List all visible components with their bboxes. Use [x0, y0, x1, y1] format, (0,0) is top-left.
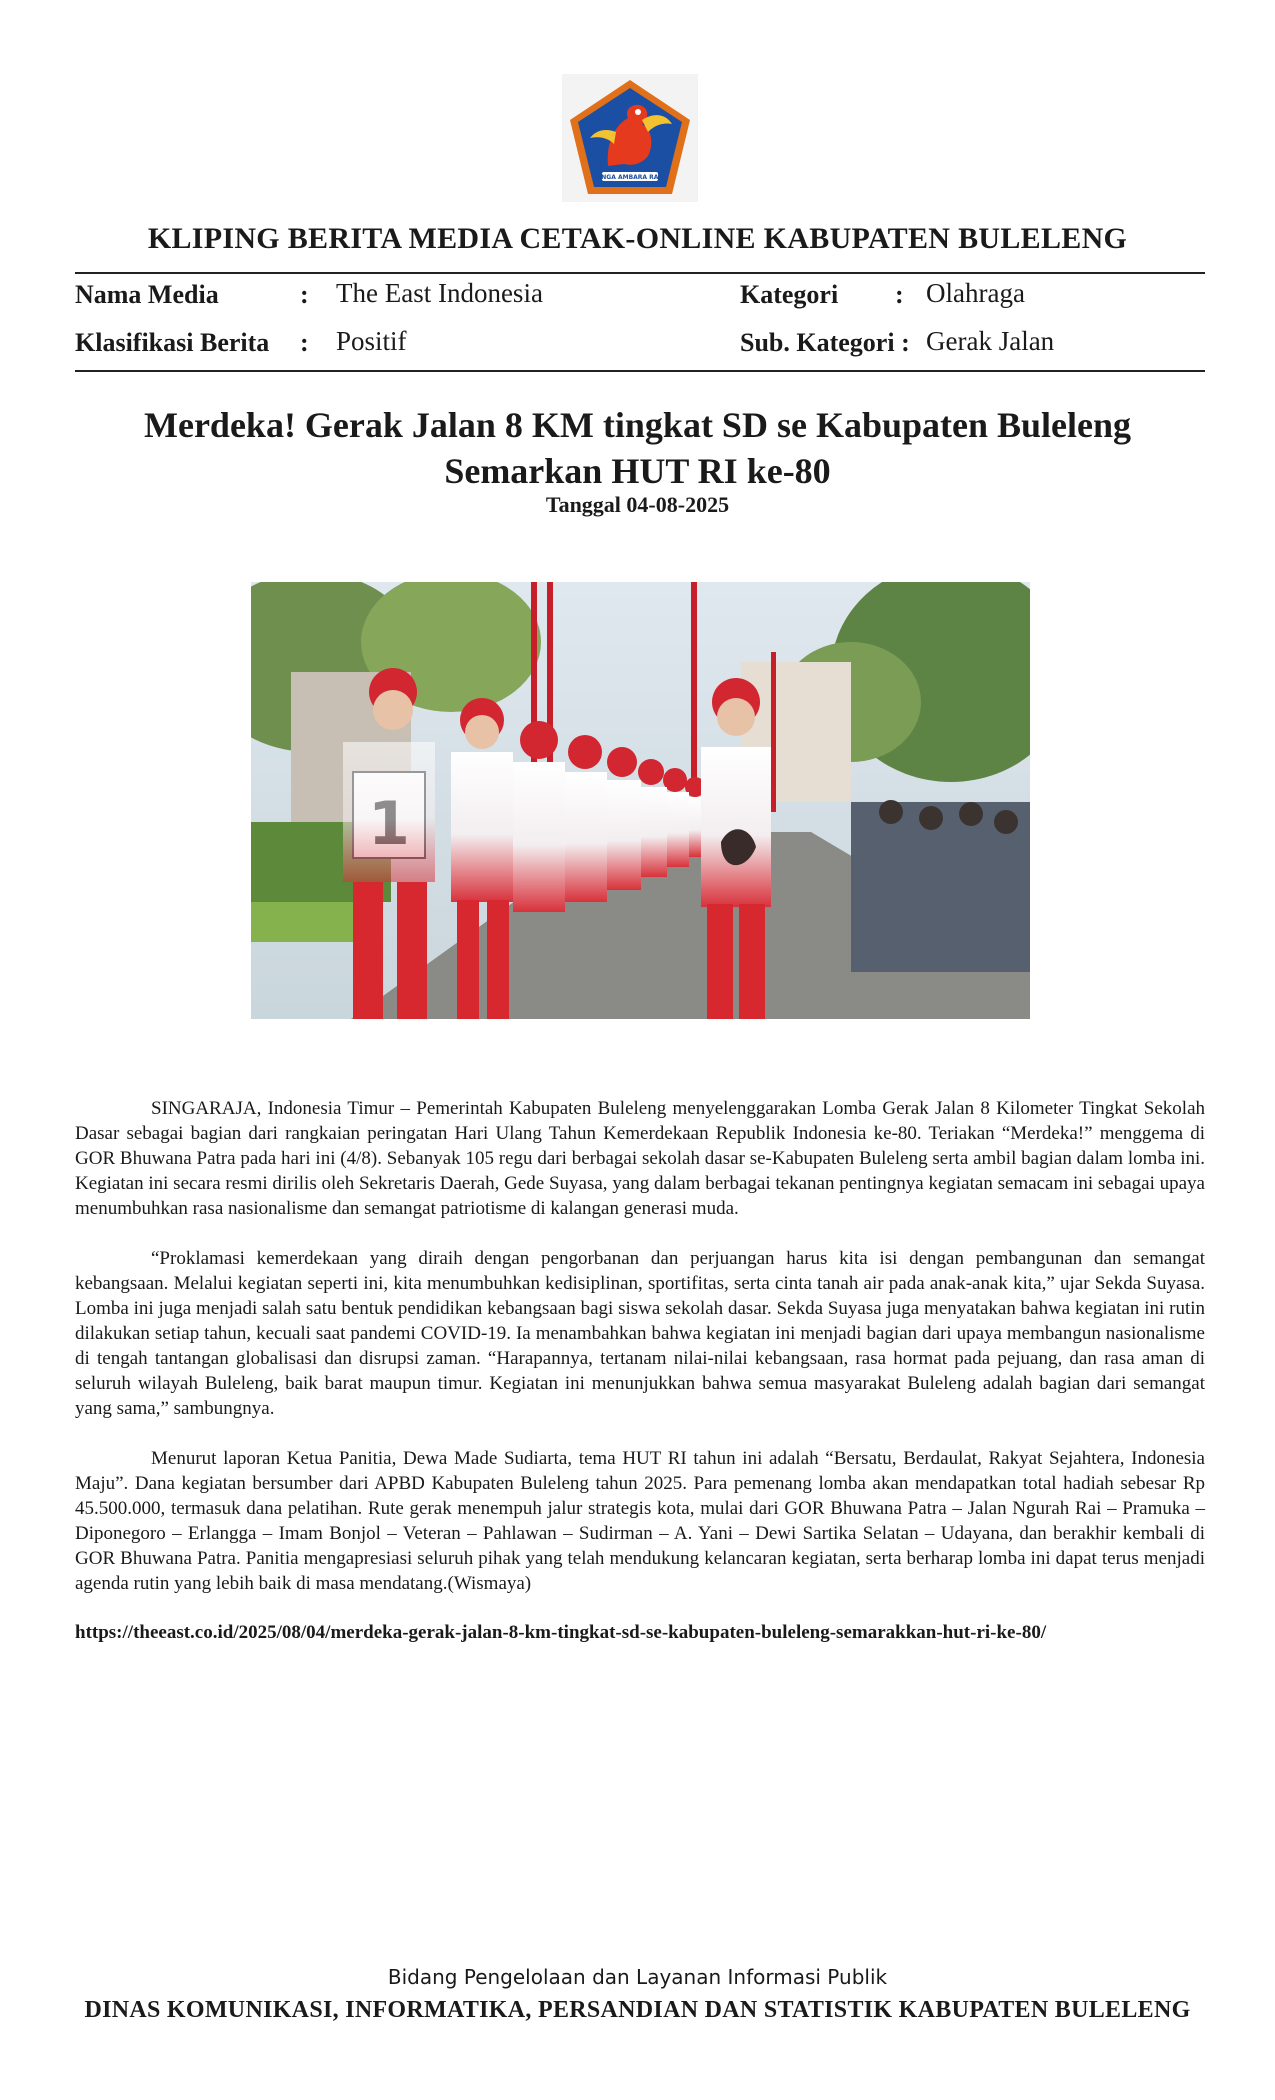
classification-label: Klasifikasi Berita	[75, 328, 270, 357]
category-label: Kategori	[740, 280, 839, 309]
headline-line-2: Semarkan HUT RI ke-80	[444, 451, 831, 491]
source-link[interactable]: https://theeast.co.id/2025/08/04/merdeka-gerak-jalan-8-km-tingkat-sd-se-kabupaten-buleleng-semarakkan-hut-ri-ke-80/	[75, 1622, 1047, 1643]
article-body	[75, 1096, 1205, 1621]
article-photo	[251, 582, 1030, 1019]
article-paragraph-2: “Proklamasi kemerdekaan yang diraih dengan pengorbanan dan perjuangan harus kita isi dengan pembangunan dan semangat kebangsaan. Melalui kegiatan seperti ini, kita menumbuhkan kedisiplinan, sportifitas, serta cinta tanah air pada anak-anak kita,” ujar Sekda Suyasa. Lomba ini juga menjadi salah satu bentuk pendidikan kebangsaan bagi siswa sekolah dasar. Sekda Suyasa juga menyatakan bahwa kegiatan ini rutin dilakukan setiap tahun, kecuali saat pandemi COVID-19. Ia menambahkan bahwa kegiatan ini menjadi bagian dari upaya membangun nasionalisme di tengah tantangan globalisasi dan disrupsi zaman. “Harapannya, tertanam nilai-nilai kebangsaan, rasa hormat pada pejuang, dan rasa aman di seluruh wilayah Buleleng, baik barat maupun timur. Kegiatan ini menunjukkan bahwa semua masyarakat Buleleng adalah bagian dari semangat yang sama,” sambungnya.	[75, 1248, 1205, 1419]
subcategory-value: Gerak Jalan	[926, 326, 1055, 356]
header-divider-top	[75, 272, 1205, 274]
article-paragraph-3: Menurut laporan Ketua Panitia, Dewa Made Sudiarta, tema HUT RI tahun ini adalah “Bersatu, Berdaulat, Rakyat Sejahtera, Indonesia Maju”. Dana kegiatan bersumber dari APBD Kabupaten Buleleng tahun 2025. Para pemenang lomba akan mendapatkan total hadiah sebesar Rp 45.500.000, termasuk dana pelatihan. Rute gerak menempuh jalur strategis kota, mulai dari GOR Bhuwana Patra – Jalan Ngurah Rai – Pramuka – Diponegoro – Erlangga – Imam Bonjol – Veteran – Pahlawan – Sudirman – A. Yani – Dewi Sartika Selatan – Udayana, dan berakhir kembali di GOR Bhuwana Patra. Panitia mengapresiasi seluruh pihak yang telah mendukung kelancaran kegiatan, serta berharap lomba ini dapat terus menjadi agenda rutin yang lebih baik di masa mendatang.(Wismaya)	[75, 1448, 1205, 1594]
media-name-value: The East Indonesia	[336, 278, 543, 308]
headline-line-1: Merdeka! Gerak Jalan 8 KM tingkat SD se Kabupaten Buleleng	[143, 405, 1132, 445]
footer-agency: DINAS KOMUNIKASI, INFORMATIKA, PERSANDIAN DAN STATISTIK KABUPATEN BULELENG	[84, 1997, 1191, 2023]
subcategory-label: Sub. Kategori :	[740, 328, 910, 357]
category-value: Olahraga	[926, 278, 1025, 308]
media-name-colon: :	[300, 280, 309, 309]
article-date: Tanggal 04-08-2025	[545, 492, 730, 517]
category-colon: :	[895, 280, 904, 309]
media-name-label: Nama Media	[75, 280, 219, 309]
footer-unit: Bidang Pengelolaan dan Layanan Informasi Publik	[387, 1965, 888, 1989]
article-headline	[100, 402, 1175, 494]
buleleng-regency-emblem	[562, 74, 698, 202]
classification-value: Positif	[336, 326, 407, 356]
header-divider-bottom	[75, 370, 1205, 372]
article-paragraph-1: SINGARAJA, Indonesia Timur – Pemerintah Kabupaten Buleleng menyelenggarakan Lomba Gerak Jalan 8 Kilometer Tingkat Sekolah Dasar sebagai bagian dari rangkaian peringatan Hari Ulang Tahun Kemerdekaan Republik Indonesia ke-80. Teriakan “Merdeka!” menggema di GOR Bhuwana Patra pada hari ini (4/8). Sebanyak 105 regu dari berbagai sekolah dasar se-Kabupaten Buleleng serta ambil bagian dalam lomba ini. Kegiatan ini secara resmi dirilis oleh Sekretaris Daerah, Gede Suyasa, yang dalam berbagai tekanan pentingnya kegiatan semacam ini sebagai upaya menumbuhkan rasa nasionalisme dan semangat patriotisme di kalangan generasi muda.	[75, 1098, 1205, 1219]
classification-colon: :	[300, 328, 309, 357]
svg-text:SINGA AMBARA RAJA: SINGA AMBARA RAJA	[594, 174, 666, 181]
clipping-header-title: KLIPING BERITA MEDIA CETAK-ONLINE KABUPATEN BULELENG	[147, 222, 1128, 255]
